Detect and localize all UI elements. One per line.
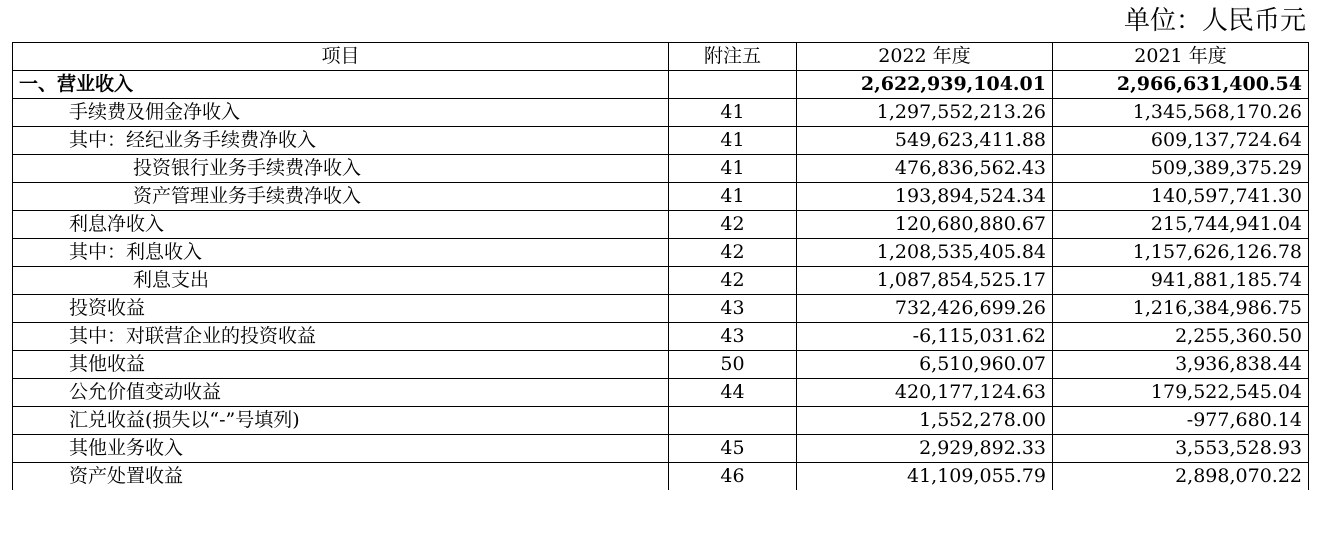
row-label: 投资银行业务手续费净收入 <box>13 155 669 183</box>
row-value-2022: 2,622,939,104.01 <box>797 71 1053 99</box>
row-label: 手续费及佣金净收入 <box>13 99 669 127</box>
row-note: 43 <box>669 295 797 323</box>
row-value-2022: 549,623,411.88 <box>797 127 1053 155</box>
row-label: 其中：利息收入 <box>13 239 669 267</box>
row-value-2021: 2,966,631,400.54 <box>1053 71 1309 99</box>
row-note: 41 <box>669 183 797 211</box>
unit-label: 单位：人民币元 <box>1123 6 1306 36</box>
row-note: 46 <box>669 463 797 491</box>
row-value-2022: 420,177,124.63 <box>797 379 1053 407</box>
table-row <box>13 463 1309 491</box>
row-note <box>669 407 797 435</box>
row-value-2022: 2,929,892.33 <box>797 435 1053 463</box>
row-value-2021: 509,389,375.29 <box>1053 155 1309 183</box>
table-header-row <box>13 43 1309 71</box>
row-label: 利息支出 <box>13 267 669 295</box>
row-value-2021: 609,137,724.64 <box>1053 127 1309 155</box>
table-row <box>13 183 1309 211</box>
row-value-2022: -6,115,031.62 <box>797 323 1053 351</box>
table-row <box>13 239 1309 267</box>
row-note: 42 <box>669 239 797 267</box>
row-value-2021: 1,157,626,126.78 <box>1053 239 1309 267</box>
row-label: 其中：对联营企业的投资收益 <box>13 323 669 351</box>
table-row <box>13 295 1309 323</box>
row-value-2021: 1,345,568,170.26 <box>1053 99 1309 127</box>
income-statement-table <box>12 42 1309 490</box>
row-note: 41 <box>669 155 797 183</box>
row-value-2021: -977,680.14 <box>1053 407 1309 435</box>
header-item: 项目 <box>13 43 669 71</box>
table-row <box>13 351 1309 379</box>
row-value-2022: 1,297,552,213.26 <box>797 99 1053 127</box>
row-note: 44 <box>669 379 797 407</box>
table-row <box>13 155 1309 183</box>
row-value-2021: 2,898,070.22 <box>1053 463 1309 491</box>
table-row <box>13 435 1309 463</box>
row-value-2021: 140,597,741.30 <box>1053 183 1309 211</box>
row-note: 42 <box>669 267 797 295</box>
row-label: 其他业务收入 <box>13 435 669 463</box>
row-label: 其他收益 <box>13 351 669 379</box>
row-note: 43 <box>669 323 797 351</box>
row-value-2022: 1,208,535,405.84 <box>797 239 1053 267</box>
row-value-2021: 215,744,941.04 <box>1053 211 1309 239</box>
row-label: 一、营业收入 <box>13 71 669 99</box>
row-value-2022: 732,426,699.26 <box>797 295 1053 323</box>
row-value-2021: 179,522,545.04 <box>1053 379 1309 407</box>
row-label: 投资收益 <box>13 295 669 323</box>
row-label: 公允价值变动收益 <box>13 379 669 407</box>
row-note: 41 <box>669 127 797 155</box>
row-label: 利息净收入 <box>13 211 669 239</box>
row-value-2021: 1,216,384,986.75 <box>1053 295 1309 323</box>
row-value-2022: 1,552,278.00 <box>797 407 1053 435</box>
row-note: 41 <box>669 99 797 127</box>
row-note: 42 <box>669 211 797 239</box>
table-row <box>13 211 1309 239</box>
table-row <box>13 407 1309 435</box>
table-row <box>13 71 1309 99</box>
row-label: 其中：经纪业务手续费净收入 <box>13 127 669 155</box>
row-label: 资产管理业务手续费净收入 <box>13 183 669 211</box>
row-value-2022: 120,680,880.67 <box>797 211 1053 239</box>
row-note: 45 <box>669 435 797 463</box>
row-value-2022: 476,836,562.43 <box>797 155 1053 183</box>
row-value-2021: 3,553,528.93 <box>1053 435 1309 463</box>
row-value-2022: 1,087,854,525.17 <box>797 267 1053 295</box>
table-row <box>13 267 1309 295</box>
table-row <box>13 99 1309 127</box>
row-value-2021: 941,881,185.74 <box>1053 267 1309 295</box>
row-value-2022: 193,894,524.34 <box>797 183 1053 211</box>
row-value-2021: 3,936,838.44 <box>1053 351 1309 379</box>
table-row <box>13 323 1309 351</box>
table-row <box>13 127 1309 155</box>
header-2021: 2021 年度 <box>1053 43 1309 71</box>
header-note: 附注五 <box>669 43 797 71</box>
row-label: 资产处置收益 <box>13 463 669 491</box>
row-note <box>669 71 797 99</box>
table-row <box>13 379 1309 407</box>
row-value-2022: 6,510,960.07 <box>797 351 1053 379</box>
row-value-2021: 2,255,360.50 <box>1053 323 1309 351</box>
row-value-2022: 41,109,055.79 <box>797 463 1053 491</box>
header-2022: 2022 年度 <box>797 43 1053 71</box>
row-note: 50 <box>669 351 797 379</box>
row-label: 汇兑收益(损失以“-”号填列) <box>13 407 669 435</box>
